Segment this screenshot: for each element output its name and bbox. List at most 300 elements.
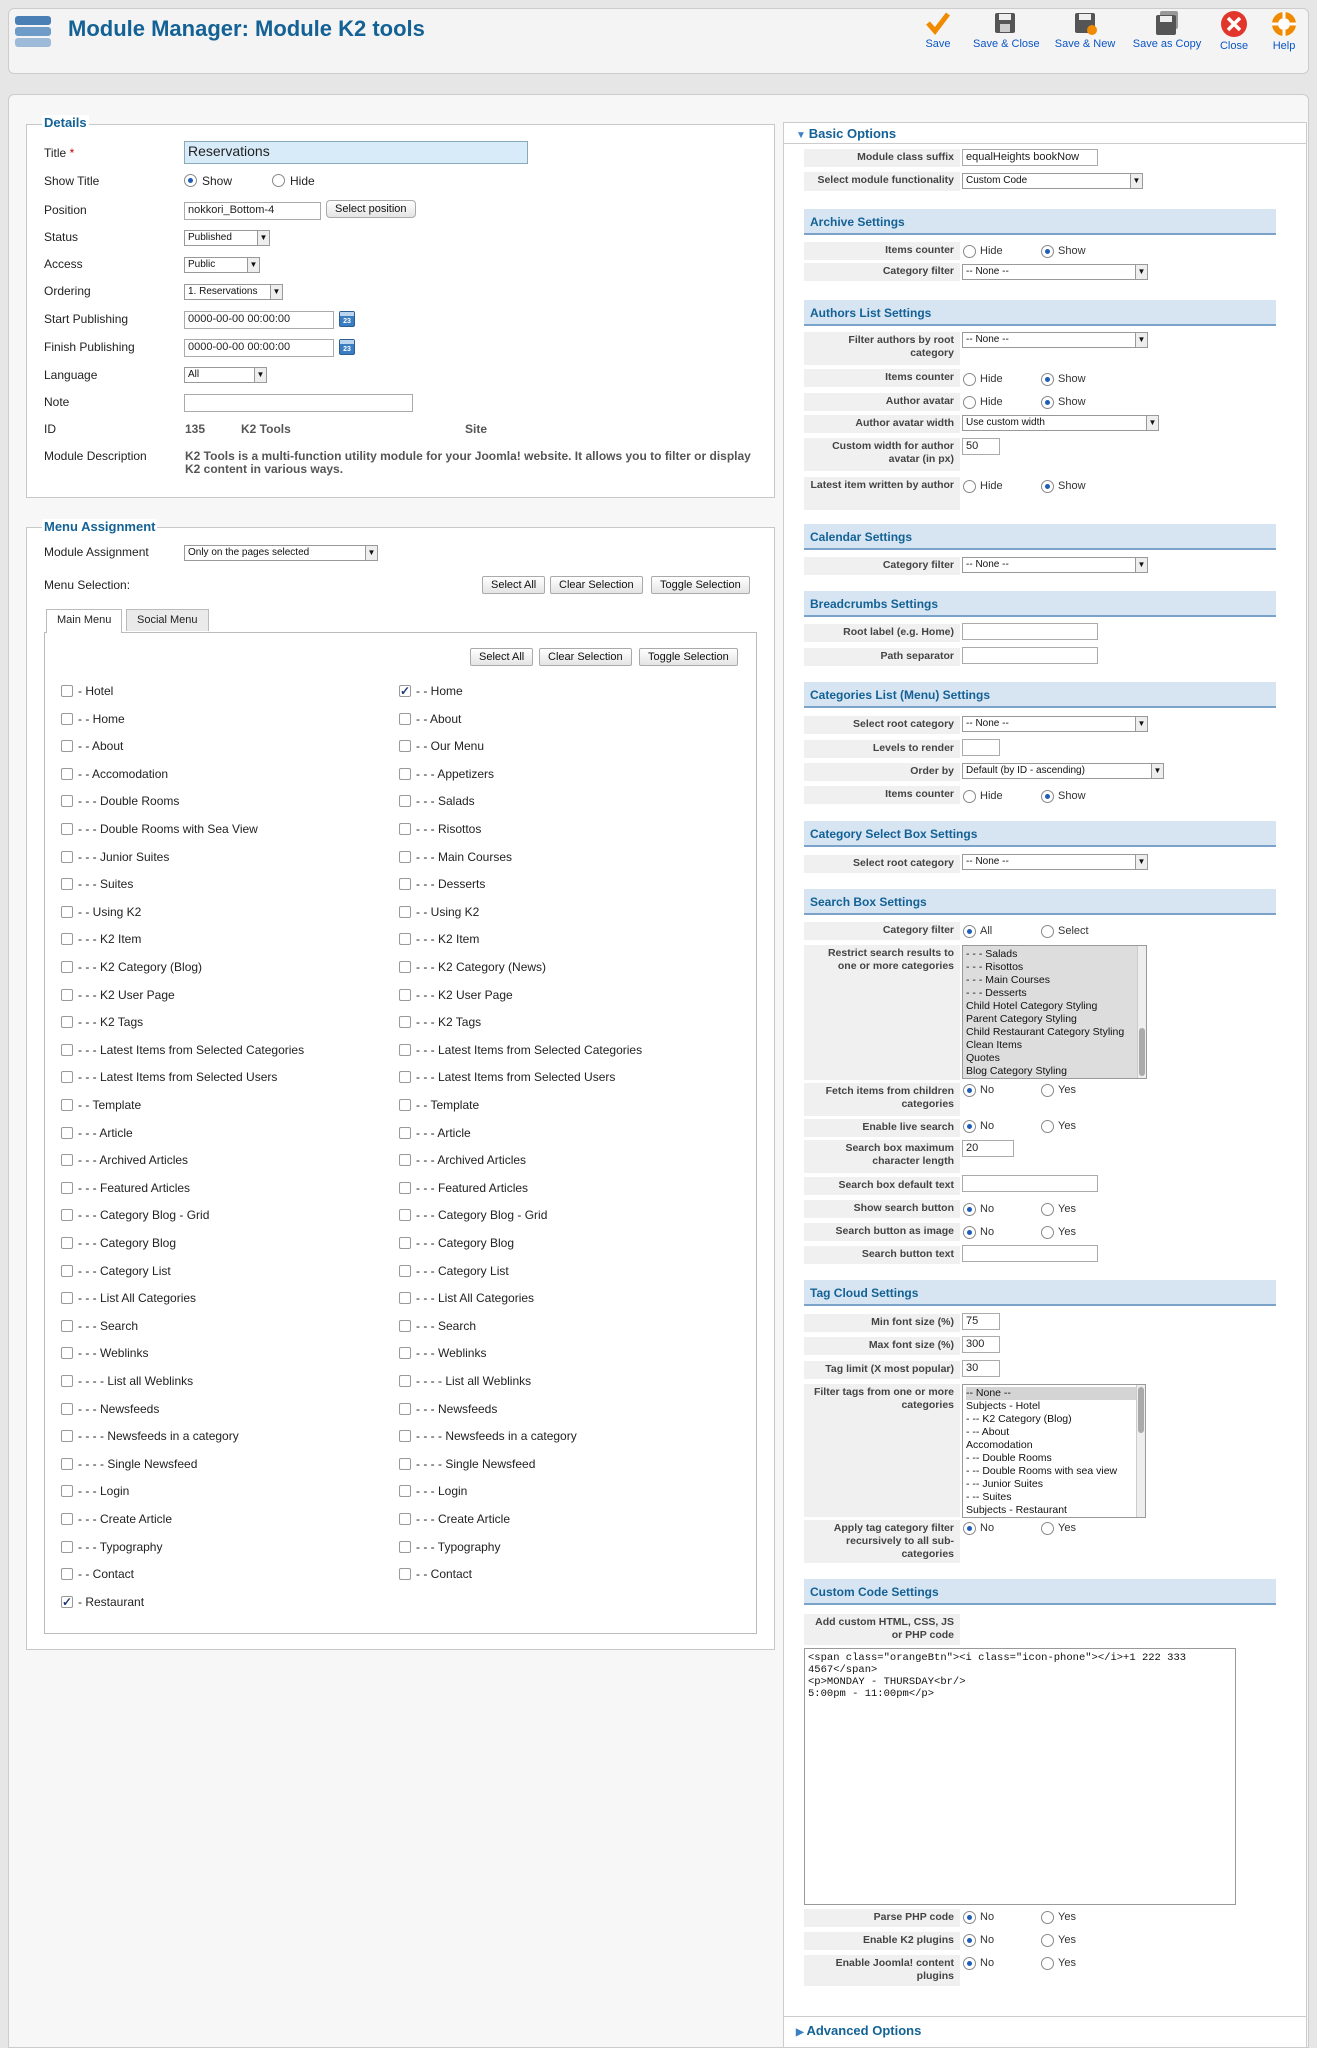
yes-label: Yes bbox=[1058, 1911, 1076, 1923]
show-title-show-radio[interactable] bbox=[184, 174, 197, 187]
custom-avatar-width-label: Custom width for author avatar (in px) bbox=[804, 438, 960, 472]
max-length-input[interactable]: 20 bbox=[962, 1140, 1014, 1157]
yes-label: Yes bbox=[1058, 1084, 1076, 1096]
menu-item-checkbox[interactable] bbox=[399, 713, 411, 725]
menu-item-checkbox[interactable] bbox=[399, 1375, 411, 1387]
categories-items-counter-label: Items counter bbox=[804, 786, 960, 805]
menu-item-checkbox[interactable] bbox=[61, 906, 73, 918]
archive-counter-show-radio[interactable] bbox=[1041, 245, 1054, 258]
filter-authors-label: Filter authors by root category bbox=[804, 332, 960, 366]
toggle-selection-button[interactable]: Toggle Selection bbox=[651, 576, 750, 594]
menu-item-label: - - - Category Blog bbox=[416, 1236, 515, 1250]
menu-item-label: - - - K2 Tags bbox=[416, 1015, 482, 1030]
show-button-no-radio[interactable] bbox=[963, 1203, 976, 1216]
list-option[interactable]: - - - Desserts bbox=[966, 987, 1027, 999]
menu-item-checkbox[interactable] bbox=[61, 1347, 73, 1359]
yes-label: Yes bbox=[1058, 1120, 1076, 1132]
finish-publishing-input[interactable]: 0000-00-00 00:00:00 bbox=[184, 339, 334, 357]
note-label: Note bbox=[44, 395, 70, 409]
menu-item-label: - - - Create Article bbox=[78, 1512, 173, 1526]
menu-item-checkbox[interactable] bbox=[61, 795, 73, 807]
menu-item-checkbox[interactable] bbox=[399, 1182, 411, 1194]
help-button[interactable]: Help bbox=[1268, 10, 1300, 52]
menu-item-checkbox[interactable] bbox=[399, 906, 411, 918]
menu-item-checkbox[interactable] bbox=[61, 878, 73, 890]
categories-select-root-label: Select root category bbox=[804, 716, 960, 735]
list-option[interactable]: - - - Salads bbox=[966, 948, 1018, 960]
list-option[interactable]: Child Restaurant Category Styling bbox=[966, 1026, 1125, 1038]
levels-to-render-input[interactable] bbox=[962, 739, 1000, 756]
archive-counter-hide-radio[interactable] bbox=[963, 245, 976, 258]
chevron-down-icon: ▼ bbox=[270, 285, 282, 299]
calendar-category-filter-label: Category filter bbox=[804, 557, 960, 576]
latest-item-hide-radio[interactable] bbox=[963, 480, 976, 493]
menu-item-label: - - - Weblinks bbox=[78, 1346, 149, 1361]
status-label: Status bbox=[44, 230, 79, 244]
advanced-options-toggle[interactable]: ▶ Advanced Options bbox=[796, 2023, 922, 2038]
restrict-search-label: Restrict search results to one or more categories bbox=[804, 945, 960, 1081]
restrict-categories-listbox[interactable] bbox=[962, 945, 1147, 1079]
author-avatar-hide-radio[interactable] bbox=[963, 396, 976, 409]
list-option[interactable]: Quotes bbox=[966, 1052, 1000, 1064]
menu-item-label: - - - Appetizers bbox=[416, 766, 495, 781]
no-label: No bbox=[980, 1911, 995, 1923]
tab-main-menu[interactable]: Main Menu bbox=[46, 609, 122, 633]
chevron-down-icon: ▼ bbox=[257, 231, 269, 245]
filter-tags-listbox[interactable] bbox=[962, 1384, 1146, 1518]
menu-item-checkbox[interactable] bbox=[399, 1320, 411, 1332]
menu-item-checkbox[interactable] bbox=[61, 1154, 73, 1166]
menu-item-label: - - - K2 Tags bbox=[78, 1015, 144, 1030]
menu-item-checkbox[interactable]: ✓ bbox=[62, 1594, 73, 1609]
menu-item-checkbox[interactable] bbox=[399, 1513, 411, 1525]
tag-limit-label: Tag limit (X most popular) bbox=[804, 1361, 960, 1380]
list-option[interactable]: - -- K2 Category (Blog) bbox=[966, 1413, 1072, 1425]
menu-item-checkbox[interactable] bbox=[399, 1568, 411, 1580]
no-label: No bbox=[980, 1522, 995, 1534]
parse-php-no-radio[interactable] bbox=[963, 1911, 976, 1924]
menu-item-label: - - - K2 Item bbox=[78, 932, 142, 947]
menu-item-label: - - - Risottos bbox=[416, 822, 482, 836]
categories-root-select[interactable]: -- None -- ▼ bbox=[962, 716, 1148, 732]
menu-item-checkbox[interactable] bbox=[399, 823, 411, 835]
menu-item-label: - - - Category Blog - Grid bbox=[78, 1208, 210, 1223]
filter-authors-select[interactable]: -- None -- ▼ bbox=[962, 332, 1148, 348]
max-length-label: Search box maximum character length bbox=[804, 1140, 960, 1174]
menu-item-label: - - - Salads bbox=[416, 794, 475, 809]
access-select[interactable]: Public ▼ bbox=[184, 257, 260, 273]
menu-item-checkbox[interactable] bbox=[61, 823, 73, 835]
add-custom-code-label: Add custom HTML, CSS, JS or PHP code bbox=[804, 1614, 960, 1646]
language-select[interactable]: All ▼ bbox=[184, 367, 267, 383]
menu-item-label: - - - - List all Weblinks bbox=[416, 1374, 532, 1388]
levels-to-render-label: Levels to render bbox=[804, 740, 960, 759]
finish-publishing-label: Finish Publishing bbox=[44, 340, 135, 354]
menu-item-checkbox[interactable] bbox=[61, 989, 73, 1001]
author-avatar-width-select[interactable]: Use custom width ▼ bbox=[962, 415, 1159, 431]
menu-item-checkbox[interactable] bbox=[61, 1485, 73, 1497]
menu-item-label: - - - K2 User Page bbox=[78, 987, 175, 1002]
menu-item-checkbox[interactable] bbox=[61, 1099, 73, 1111]
calendar-category-select[interactable]: -- None -- ▼ bbox=[962, 557, 1148, 573]
menu-item-checkbox[interactable]: ✓ bbox=[400, 684, 411, 698]
tab-social-menu[interactable]: Social Menu bbox=[126, 609, 209, 631]
menu-item-checkbox[interactable] bbox=[399, 1127, 411, 1139]
menu-item-label: - - - Double Rooms with Sea View bbox=[78, 822, 258, 836]
menu-item-checkbox[interactable] bbox=[399, 1071, 411, 1083]
menu-item-checkbox[interactable] bbox=[61, 1292, 73, 1304]
filter-tags-label: Filter tags from one or more categories bbox=[804, 1384, 960, 1518]
tag-limit-input[interactable]: 30 bbox=[962, 1360, 1000, 1377]
search-filter-select-radio[interactable] bbox=[1041, 925, 1054, 938]
list-option[interactable]: - -- About bbox=[966, 1426, 1010, 1438]
language-label: Language bbox=[44, 368, 98, 382]
advanced-divider bbox=[783, 2016, 1307, 2017]
menu-assignment-legend: Menu Assignment bbox=[44, 519, 156, 534]
menu-item-label: - - - Article bbox=[78, 1125, 133, 1140]
no-label: No bbox=[980, 1934, 995, 1946]
save-button[interactable]: Save bbox=[923, 10, 953, 50]
custom-code-textarea[interactable]: <span class="orangeBtn"><i class="icon-phone"></i>+1 222 333 4567</span> <p>MONDAY - THURSDAY<br/> 5:00pm - 11:00pm</p> bbox=[804, 1648, 1236, 1905]
save-close-button[interactable]: Save & Close bbox=[973, 10, 1037, 50]
menu-item-checkbox[interactable] bbox=[61, 1237, 73, 1249]
calendar-icon[interactable]: 23 bbox=[339, 311, 355, 327]
menu-item-checkbox[interactable] bbox=[399, 1016, 411, 1028]
menu-item-checkbox[interactable] bbox=[399, 1403, 411, 1415]
save-copy-button[interactable]: Save as Copy bbox=[1131, 10, 1203, 50]
button-image-no-radio[interactable] bbox=[963, 1226, 976, 1239]
min-font-label: Min font size (%) bbox=[804, 1314, 960, 1333]
list-option[interactable]: - -- Suites bbox=[966, 1491, 1012, 1503]
menu-item-checkbox[interactable] bbox=[61, 1430, 73, 1442]
parse-php-label: Parse PHP code bbox=[804, 1909, 960, 1928]
position-input[interactable]: nokkori_Bottom-4 bbox=[184, 202, 321, 220]
chevron-down-icon: ▼ bbox=[1135, 855, 1147, 869]
page-title: Module Manager: Module K2 tools bbox=[68, 16, 425, 41]
menu-item-checkbox[interactable] bbox=[61, 1071, 73, 1083]
menu-item-label: - - Using K2 bbox=[416, 904, 480, 919]
module-description-label: Module Description bbox=[44, 449, 147, 463]
ordering-select[interactable]: 1. Reservations ▼ bbox=[184, 284, 283, 300]
hide-label: Hide bbox=[980, 373, 1003, 385]
menu-item-label: - - - - Newsfeeds in a category bbox=[78, 1429, 239, 1444]
list-option[interactable]: - - - Risottos bbox=[966, 961, 1024, 973]
catselect-root-select[interactable]: -- None -- ▼ bbox=[962, 854, 1148, 870]
latest-item-label: Latest item written by author bbox=[804, 477, 960, 511]
menu-item-checkbox[interactable] bbox=[399, 989, 411, 1001]
menu-item-checkbox[interactable] bbox=[61, 933, 73, 945]
show-label: Show bbox=[1058, 480, 1086, 492]
list-option[interactable]: -- None -- bbox=[966, 1387, 1142, 1400]
menu-item-checkbox[interactable] bbox=[399, 1044, 411, 1056]
max-font-input[interactable]: 300 bbox=[962, 1336, 1000, 1353]
select-position-button[interactable]: Select position bbox=[326, 200, 416, 218]
menu-selection-label: Menu Selection: bbox=[44, 578, 131, 592]
default-text-label: Search box default text bbox=[804, 1177, 960, 1196]
no-label: No bbox=[980, 1957, 995, 1969]
menu-item-checkbox[interactable] bbox=[61, 851, 73, 863]
menu-item-label: - - - List All Categories bbox=[416, 1291, 535, 1306]
floppy-plus-icon bbox=[1072, 10, 1098, 36]
search-filter-all-radio[interactable] bbox=[963, 925, 976, 938]
enable-joomla-yes-radio[interactable] bbox=[1041, 1957, 1054, 1970]
menu-item-checkbox[interactable] bbox=[399, 933, 411, 945]
menu-item-checkbox[interactable] bbox=[61, 1127, 73, 1139]
categories-counter-show-radio[interactable] bbox=[1041, 790, 1054, 803]
default-text-input[interactable] bbox=[962, 1175, 1098, 1192]
menu-item-checkbox[interactable] bbox=[399, 961, 411, 973]
menu-item-checkbox[interactable] bbox=[61, 1265, 73, 1277]
menu-item-label: - - - Archived Articles bbox=[416, 1153, 527, 1168]
module-class-suffix-input[interactable]: equalHeights bookNow bbox=[962, 149, 1098, 166]
id-value: 135 bbox=[185, 422, 206, 436]
scrollbar[interactable] bbox=[1136, 1385, 1145, 1517]
title-input[interactable]: Reservations bbox=[184, 141, 528, 164]
show-title-hide-radio[interactable] bbox=[272, 174, 285, 187]
close-button[interactable]: Close bbox=[1218, 10, 1250, 52]
menu-item-checkbox[interactable] bbox=[399, 795, 411, 807]
menu-item-label: - - - Latest Items from Selected Users bbox=[416, 1070, 616, 1085]
module-functionality-select[interactable]: Custom Code ▼ bbox=[962, 173, 1143, 189]
select-label: Select bbox=[1058, 925, 1089, 937]
all-label: All bbox=[980, 925, 993, 937]
menu-item-checkbox[interactable] bbox=[399, 1485, 411, 1497]
list-option[interactable]: - -- Double Rooms with sea view bbox=[966, 1465, 1118, 1477]
fetch-children-yes-radio[interactable] bbox=[1041, 1084, 1054, 1097]
menu-item-label: - - - List All Categories bbox=[78, 1291, 197, 1306]
details-legend: Details bbox=[44, 115, 87, 130]
menu-item-checkbox[interactable] bbox=[61, 1209, 73, 1221]
save-new-button[interactable]: Save & New bbox=[1054, 10, 1116, 50]
menu-item-checkbox[interactable] bbox=[61, 1541, 73, 1553]
apply-recursive-yes-radio[interactable] bbox=[1041, 1522, 1054, 1535]
archive-settings-header: Archive Settings bbox=[804, 209, 1276, 235]
menu-item-checkbox[interactable] bbox=[61, 1568, 73, 1580]
menu-item-label: - - - K2 Category (Blog) bbox=[78, 960, 203, 974]
menu-item-checkbox[interactable] bbox=[61, 1403, 73, 1415]
fetch-children-label: Fetch items from children categories bbox=[804, 1083, 960, 1117]
yes-label: Yes bbox=[1058, 1226, 1076, 1238]
button-image-yes-radio[interactable] bbox=[1041, 1226, 1054, 1239]
show-label: Show bbox=[1058, 373, 1086, 385]
author-avatar-show-radio[interactable] bbox=[1041, 396, 1054, 409]
menu-item-label: - - - - Single Newsfeed bbox=[416, 1456, 536, 1471]
start-publishing-input[interactable]: 0000-00-00 00:00:00 bbox=[184, 311, 334, 329]
enable-k2-yes-radio[interactable] bbox=[1041, 1934, 1054, 1947]
latest-item-show-radio[interactable] bbox=[1041, 480, 1054, 493]
list-option[interactable]: Blog Category Styling bbox=[966, 1065, 1067, 1077]
show-label: Show bbox=[1058, 245, 1086, 257]
max-font-label: Max font size (%) bbox=[804, 1337, 960, 1356]
no-label: No bbox=[980, 1226, 995, 1238]
menu-item-label: - - - Login bbox=[78, 1484, 130, 1499]
enable-k2-no-radio[interactable] bbox=[963, 1934, 976, 1947]
category-select-box-settings-header: Category Select Box Settings bbox=[804, 821, 1276, 847]
menu-item-label: - - - Featured Articles bbox=[416, 1180, 529, 1195]
menu-item-checkbox[interactable] bbox=[61, 1320, 73, 1332]
menu-item-label: - - - Newsfeeds bbox=[416, 1401, 498, 1416]
restrict-categories-options bbox=[966, 948, 1143, 1078]
show-search-button-label: Show search button bbox=[804, 1200, 960, 1219]
fetch-children-no-radio[interactable] bbox=[963, 1084, 976, 1097]
menu-item-label: - - - Login bbox=[416, 1484, 468, 1499]
order-by-select[interactable]: Default (by ID - ascending) ▼ bbox=[962, 763, 1164, 779]
enable-joomla-no-radio[interactable] bbox=[963, 1957, 976, 1970]
parse-php-yes-radio[interactable] bbox=[1041, 1911, 1054, 1924]
live-search-yes-radio[interactable] bbox=[1041, 1120, 1054, 1133]
menu-item-checkbox[interactable] bbox=[61, 1375, 73, 1387]
live-search-no-radio[interactable] bbox=[963, 1120, 976, 1133]
note-input[interactable] bbox=[184, 394, 413, 412]
menu-item-checkbox[interactable] bbox=[61, 961, 73, 973]
show-label: Show bbox=[202, 174, 233, 188]
menu-item-label: - - - Category List bbox=[416, 1263, 509, 1278]
no-label: No bbox=[980, 1203, 995, 1215]
menu-item-checkbox[interactable] bbox=[399, 1541, 411, 1553]
menu-item-checkbox[interactable] bbox=[61, 1044, 73, 1056]
check-icon bbox=[925, 10, 951, 36]
button-text-input[interactable] bbox=[962, 1245, 1098, 1262]
menu-item-label: - Hotel bbox=[78, 684, 114, 698]
menu-item-label: - - - Article bbox=[416, 1125, 471, 1140]
status-select[interactable]: Published ▼ bbox=[184, 230, 270, 246]
menu-item-checkbox[interactable] bbox=[61, 713, 73, 725]
basic-options-divider bbox=[783, 143, 1307, 144]
menu-item-label: - - - Latest Items from Selected Users bbox=[78, 1070, 278, 1085]
menu-item-label: - - Our Menu bbox=[416, 739, 485, 754]
menu-item-label: - - - Weblinks bbox=[416, 1346, 487, 1361]
title-label: Title * bbox=[44, 146, 75, 160]
menu-item-checkbox[interactable] bbox=[399, 768, 411, 780]
menu-item-label: - - - Typography bbox=[416, 1539, 501, 1554]
menu-item-checkbox[interactable] bbox=[399, 1430, 411, 1442]
menu-item-checkbox[interactable] bbox=[399, 1265, 411, 1277]
hide-label: Hide bbox=[980, 396, 1003, 408]
chevron-down-icon: ▼ bbox=[254, 368, 266, 382]
menu-item-checkbox[interactable] bbox=[61, 1182, 73, 1194]
menu-item-label: - Restaurant bbox=[78, 1594, 145, 1609]
ordering-label: Ordering bbox=[44, 284, 91, 298]
authors-items-counter-label: Items counter bbox=[804, 369, 960, 388]
archive-category-filter-label: Category filter bbox=[804, 263, 960, 282]
menu-item-checkbox[interactable] bbox=[61, 768, 73, 780]
menu-item-label: - - - Category Blog bbox=[78, 1236, 177, 1250]
menu-item-checkbox[interactable] bbox=[399, 1237, 411, 1249]
min-font-input[interactable]: 75 bbox=[962, 1313, 1000, 1330]
menu-item-label: - - - Typography bbox=[78, 1539, 163, 1554]
scrollbar[interactable] bbox=[1137, 946, 1146, 1078]
apply-recursive-no-radio[interactable] bbox=[963, 1522, 976, 1535]
tab-toggle-selection-button[interactable]: Toggle Selection bbox=[639, 648, 738, 666]
menu-item-label: - - - Junior Suites bbox=[78, 849, 170, 864]
module-manager-icon bbox=[14, 14, 52, 50]
menu-item-checkbox[interactable] bbox=[399, 1292, 411, 1304]
menu-item-checkbox[interactable] bbox=[61, 1513, 73, 1525]
list-option[interactable]: Subjects - Restaurant bbox=[966, 1504, 1067, 1516]
list-option[interactable]: - -- Junior Suites bbox=[966, 1478, 1044, 1490]
menu-item-checkbox[interactable] bbox=[399, 1099, 411, 1111]
root-label-label: Root label (e.g. Home) bbox=[804, 624, 960, 643]
breadcrumbs-settings-header: Breadcrumbs Settings bbox=[804, 591, 1276, 617]
catselect-root-label: Select root category bbox=[804, 855, 960, 874]
menu-item-label: - - Using K2 bbox=[78, 904, 142, 919]
list-option[interactable]: - -- Double Rooms bbox=[966, 1452, 1052, 1464]
button-text-label: Search button text bbox=[804, 1246, 960, 1265]
module-assignment-select[interactable]: Only on the pages selected ▼ bbox=[184, 545, 378, 561]
access-label: Access bbox=[44, 257, 83, 271]
menu-item-checkbox[interactable] bbox=[399, 1154, 411, 1166]
menu-item-label: - - Template bbox=[416, 1098, 480, 1112]
list-option[interactable]: Clean Items bbox=[966, 1039, 1023, 1051]
basic-options-toggle[interactable]: ▼ Basic Options bbox=[796, 126, 897, 141]
menu-item-label: - - Contact bbox=[416, 1567, 473, 1582]
list-option[interactable]: Accomodation bbox=[966, 1439, 1033, 1451]
menu-item-label: - - - Suites bbox=[78, 877, 134, 892]
hide-label: Hide bbox=[980, 790, 1003, 802]
menu-item-checkbox[interactable] bbox=[61, 1016, 73, 1028]
menu-item-label: - - - Category List bbox=[78, 1263, 171, 1278]
menu-item-checkbox[interactable] bbox=[399, 878, 411, 890]
custom-avatar-width-input[interactable]: 50 bbox=[962, 438, 1000, 455]
categories-counter-hide-radio[interactable] bbox=[963, 790, 976, 803]
menu-item-label: - - - - Single Newsfeed bbox=[78, 1456, 198, 1471]
root-label-input[interactable] bbox=[962, 623, 1098, 640]
hide-label: Hide bbox=[980, 245, 1003, 257]
calendar-icon[interactable]: 23 bbox=[339, 339, 355, 355]
select-all-button[interactable]: Select All bbox=[482, 576, 545, 594]
menu-item-checkbox[interactable] bbox=[399, 851, 411, 863]
list-option[interactable]: Child Hotel Category Styling bbox=[966, 1000, 1098, 1012]
authors-counter-hide-radio[interactable] bbox=[963, 373, 976, 386]
authors-counter-show-radio[interactable] bbox=[1041, 373, 1054, 386]
archive-category-select[interactable]: -- None -- ▼ bbox=[962, 264, 1148, 280]
show-button-yes-radio[interactable] bbox=[1041, 1203, 1054, 1216]
menu-item-label: - - About bbox=[78, 739, 124, 754]
tab-clear-selection-button[interactable]: Clear Selection bbox=[539, 648, 632, 666]
authors-list-settings-header: Authors List Settings bbox=[804, 300, 1276, 326]
menu-item-label: - - Home bbox=[416, 684, 463, 698]
order-by-label: Order by bbox=[804, 763, 960, 782]
live-search-label: Enable live search bbox=[804, 1119, 960, 1138]
menu-item-label: - - - Newsfeeds bbox=[78, 1401, 160, 1416]
menu-item-label: - - - Latest Items from Selected Categories bbox=[416, 1042, 643, 1057]
menu-item-checkbox[interactable] bbox=[399, 740, 411, 752]
filter-tags-options bbox=[966, 1387, 1142, 1517]
tab-select-all-button[interactable]: Select All bbox=[470, 648, 533, 666]
list-option[interactable]: Subjects - Hotel bbox=[966, 1400, 1041, 1412]
menu-item-label: - - - Desserts bbox=[416, 877, 486, 892]
hide-label: Hide bbox=[980, 480, 1003, 492]
yes-label: Yes bbox=[1058, 1522, 1076, 1534]
floppy-copy-icon bbox=[1154, 10, 1180, 36]
clear-selection-button[interactable]: Clear Selection bbox=[550, 576, 643, 594]
path-separator-input[interactable] bbox=[962, 647, 1098, 664]
menu-item-checkbox[interactable] bbox=[399, 1209, 411, 1221]
menu-item-label: - - Template bbox=[78, 1098, 142, 1112]
apply-recursive-label: Apply tag category filter recursively to all sub-categories bbox=[804, 1520, 960, 1564]
list-option[interactable]: Parent Category Styling bbox=[966, 1013, 1077, 1025]
position-label: Position bbox=[44, 203, 87, 217]
list-option[interactable]: - - - Main Courses bbox=[966, 974, 1051, 986]
menu-item-checkbox[interactable] bbox=[61, 740, 73, 752]
menu-item-checkbox[interactable] bbox=[61, 685, 73, 697]
id-label: ID bbox=[44, 422, 56, 436]
menu-item-checkbox[interactable] bbox=[399, 1458, 411, 1470]
menu-item-checkbox[interactable] bbox=[399, 1347, 411, 1359]
enable-joomla-label: Enable Joomla! content plugins bbox=[804, 1955, 960, 1987]
menu-item-checkbox[interactable] bbox=[61, 1458, 73, 1470]
yes-label: Yes bbox=[1058, 1934, 1076, 1946]
